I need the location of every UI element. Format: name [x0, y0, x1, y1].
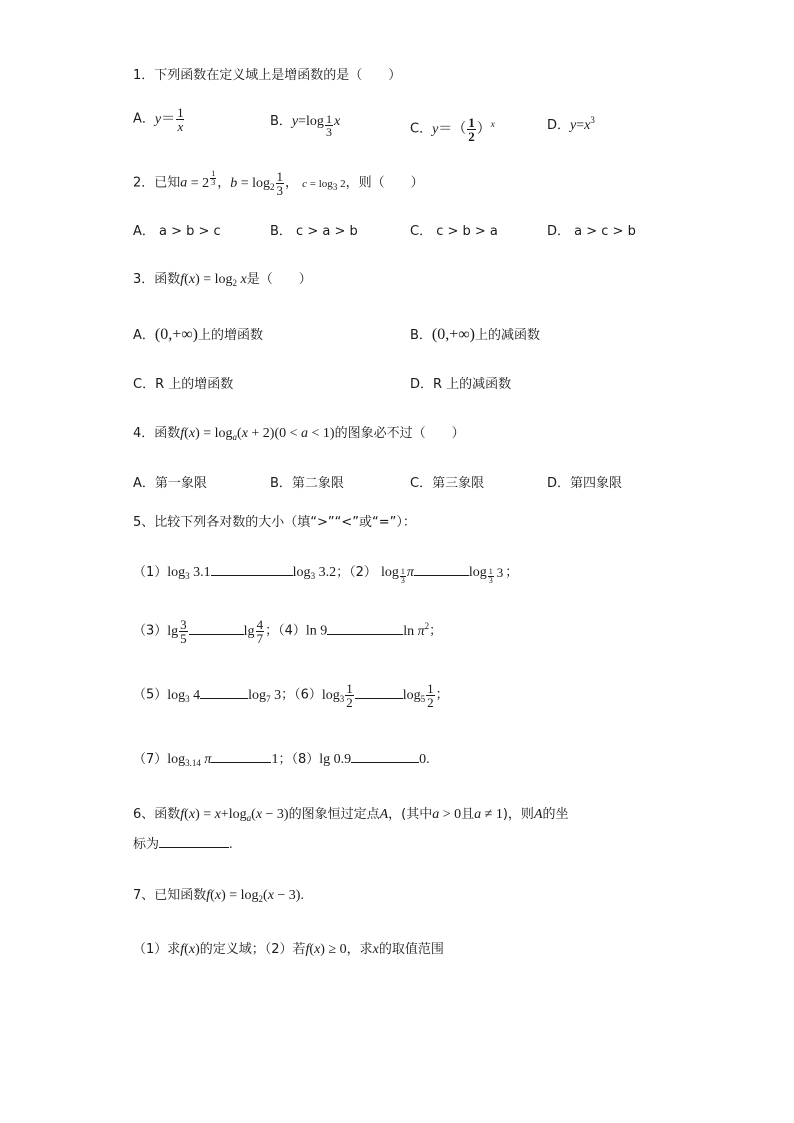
q5-label-8: ；（8）: [278, 752, 320, 767]
q6-stem-mid2: ，(其中: [388, 807, 433, 822]
q3-b-interval: (0,+∞): [431, 326, 476, 343]
q5-row-4: [133, 750, 430, 770]
q6-line2-text: 标为: [133, 837, 160, 852]
q1-option-d: [547, 116, 595, 136]
q2-b-def: $b = \log_2$ $\frac{1}{3}$: [230, 169, 283, 198]
q3-option-b: [410, 325, 540, 346]
q5-expr-1a: $\log_3 3.1$: [167, 565, 211, 581]
q7-sub1d: 的取值范围: [378, 942, 444, 957]
q1-c-math: y＝（ $\frac{1}{2}$ ）$^x$: [432, 115, 495, 144]
q1-c-label: C．: [410, 121, 433, 137]
q4-option-c: C．第三象限: [410, 476, 485, 491]
q5-label-1: （1）: [133, 565, 168, 580]
q2-stem-suffix: ，则（ ）: [345, 175, 424, 191]
q7-stem-prefix: 7、已知函数: [133, 888, 207, 903]
q7-sub1b: 的定义域；（2）若: [199, 942, 306, 957]
q1-d-math: $y=x^3$: [570, 115, 595, 133]
q5-blank-7[interactable]: [211, 750, 271, 763]
q7-func: $f(x) = \log_2(x - 3)$: [206, 888, 301, 904]
q6-stem-mid: 的图象恒过定点: [288, 807, 380, 822]
q5-blank-8[interactable]: [351, 750, 419, 763]
q1-b-math: y=log $_{\frac{1}{3}}$ x: [291, 112, 341, 140]
q3-option-c: C．R 上的增函数: [133, 377, 234, 392]
q5-blank-6[interactable]: [355, 686, 403, 699]
q5-expr-7a: $\log_{3.14} \pi$: [167, 752, 212, 768]
q5-blank-2[interactable]: [414, 563, 469, 576]
q5-expr-6a: $\log_3$ $\frac{1}{2}$: [321, 681, 353, 710]
q1-a-label: A．: [133, 111, 155, 127]
q4-option-d: D．第四象限: [547, 476, 623, 491]
q4-option-b: B．第二象限: [270, 476, 344, 491]
q2-option-a: A． a > b > c: [133, 224, 221, 239]
q3-a-interval: (0,+∞): [154, 326, 198, 343]
q7-stem: [133, 886, 304, 906]
q4-stem: [133, 424, 465, 444]
q3-stem-suffix: 是（ ）: [246, 272, 312, 287]
q5-expr-8b: 0.: [419, 752, 430, 767]
q6-stem-and: 且: [461, 807, 475, 822]
q2-stem-prefix: 2．已知: [133, 175, 181, 191]
q5-label-6: ；（6）: [281, 687, 322, 703]
q5-row-2: （3）lg $\frac{3}{5}$ lg $\frac{4}{7}$ ；（4）ln 9 $\ln \pi^2$；: [133, 617, 443, 646]
q3-stem: [133, 270, 312, 290]
q2-c-def: $c = \log_3 2$: [302, 177, 346, 192]
q4-option-a: A．第一象限: [133, 476, 207, 491]
q3-a-text: 上的增函数: [198, 328, 264, 343]
q5-expr-5b: $\log_7 3$: [248, 687, 282, 704]
q2-a-def: a: [180, 175, 188, 191]
q2-option-c: C． c > b > a: [410, 224, 498, 239]
q7-stem-end: .: [300, 888, 304, 903]
q5-expr-4a: ln 9: [305, 623, 328, 639]
q6-stem: 6、函数$f(x) = x+\log_a(x - 3)$的图象恒过定点A，(其中a > 0且a ≠ 1)，则A的坐: [133, 807, 569, 823]
q3-func: $f(x) = \log_2 x$: [180, 272, 247, 288]
q6-blank[interactable]: [159, 835, 229, 848]
q6-line2: [133, 835, 233, 855]
q5-expr-2a: log $_{\frac{1}{3}}$ π: [380, 565, 414, 586]
q7-subquestions: （1）求f(x)的定义域；（2）若f(x) ≥ 0，求x的取值范围: [133, 942, 444, 957]
q1-option-c: [410, 116, 495, 143]
q7-sub1: （1）求: [133, 942, 181, 957]
q3-stem-prefix: 3．函数: [133, 272, 181, 287]
q3-a-label: A．: [133, 328, 155, 343]
q2-stem: 2．已知a = 2 $^{\frac{1}{3}}$ ，$b = \log_2$ $\frac{1}{3}$ ， $c = \log_3 2$，则（ ）: [133, 169, 424, 198]
q5-label-3: （3）: [133, 623, 168, 639]
q1-a-math: y＝ $\frac{1}{x}$: [154, 105, 184, 134]
q5-expr-2b: log $_{\frac{1}{3}}$ 3: [468, 565, 504, 586]
q7-sub1c: ，求: [346, 942, 373, 957]
q4-stem-suffix: 的图象必不过（ ）: [334, 426, 465, 441]
q4-func: $f(x) = \log_a(x + 2)(0 < a < 1)$: [180, 426, 335, 442]
q3-option-d: D．R 上的减函数: [410, 377, 512, 392]
q5-blank-4[interactable]: [327, 622, 403, 635]
q5-label-5: （5）: [133, 687, 168, 703]
q5-expr-1b: $\log_3 3.2$: [292, 565, 337, 581]
q3-b-text: 上的减函数: [475, 328, 541, 343]
q5-blank-3[interactable]: [189, 622, 244, 635]
q5-expr-7b: 1: [271, 752, 279, 767]
q4-stem-prefix: 4．函数: [133, 426, 181, 441]
q5-label-4: ；（4）: [265, 623, 306, 639]
q5-expr-3a: lg $\frac{3}{5}$: [167, 617, 187, 646]
q5-expr-5a: $\log_3 4$: [167, 687, 201, 704]
q1-option-a: [133, 106, 186, 133]
q3-option-a: [133, 325, 263, 346]
q5-blank-1[interactable]: [211, 563, 293, 576]
q1-option-b: [270, 112, 340, 138]
q6-stem-mid3: )，则: [502, 807, 534, 822]
q2-option-d: D． a > c > b: [547, 224, 636, 239]
q5-expr-6b: $\log_5$ $\frac{1}{2}$: [402, 681, 434, 710]
q5-label-2: ；（2）: [336, 565, 377, 580]
q5-row-3: $(5)\log_3$ 4 $\log_7 3$；$(6)\log_3$ $\frac{1}{2}$ $\log_5$ $\frac{1}{2}$ ；: [133, 681, 449, 710]
q6-stem-end: 的坐: [542, 807, 569, 822]
q5-expr-3b: lg $\frac{4}{7}$: [243, 617, 264, 646]
q1-stem: 1．下列函数在定义域上是增函数的是（ ）: [133, 68, 402, 83]
q5-stem: 5、比较下列各对数的大小（填“>”“<”或“=”）：: [133, 515, 416, 530]
q5-row-1: $(1)\log_3$ 3.1 $\log_3 3.2$；（2） log $_{\frac{1}{3}}$ π log $_{\frac{1}{3}}$ 3 ；: [133, 565, 519, 586]
q6-func: $f(x) = x+\log_a(x - 3)$: [180, 807, 289, 823]
q5-blank-5[interactable]: [200, 686, 248, 699]
q1-b-label: B．: [270, 114, 292, 129]
q6-line2-end: .: [229, 837, 233, 852]
q2-option-b: B． c > a > b: [270, 224, 358, 239]
q6-stem-prefix: 6、函数: [133, 807, 181, 822]
q5-label-7: （7）: [133, 752, 168, 767]
q3-b-label: B．: [410, 328, 432, 343]
q5-expr-4b: $\ln \pi^2$: [403, 620, 430, 639]
q1-d-label: D．: [547, 118, 571, 133]
q5-expr-8a: lg 0.9: [319, 752, 352, 767]
